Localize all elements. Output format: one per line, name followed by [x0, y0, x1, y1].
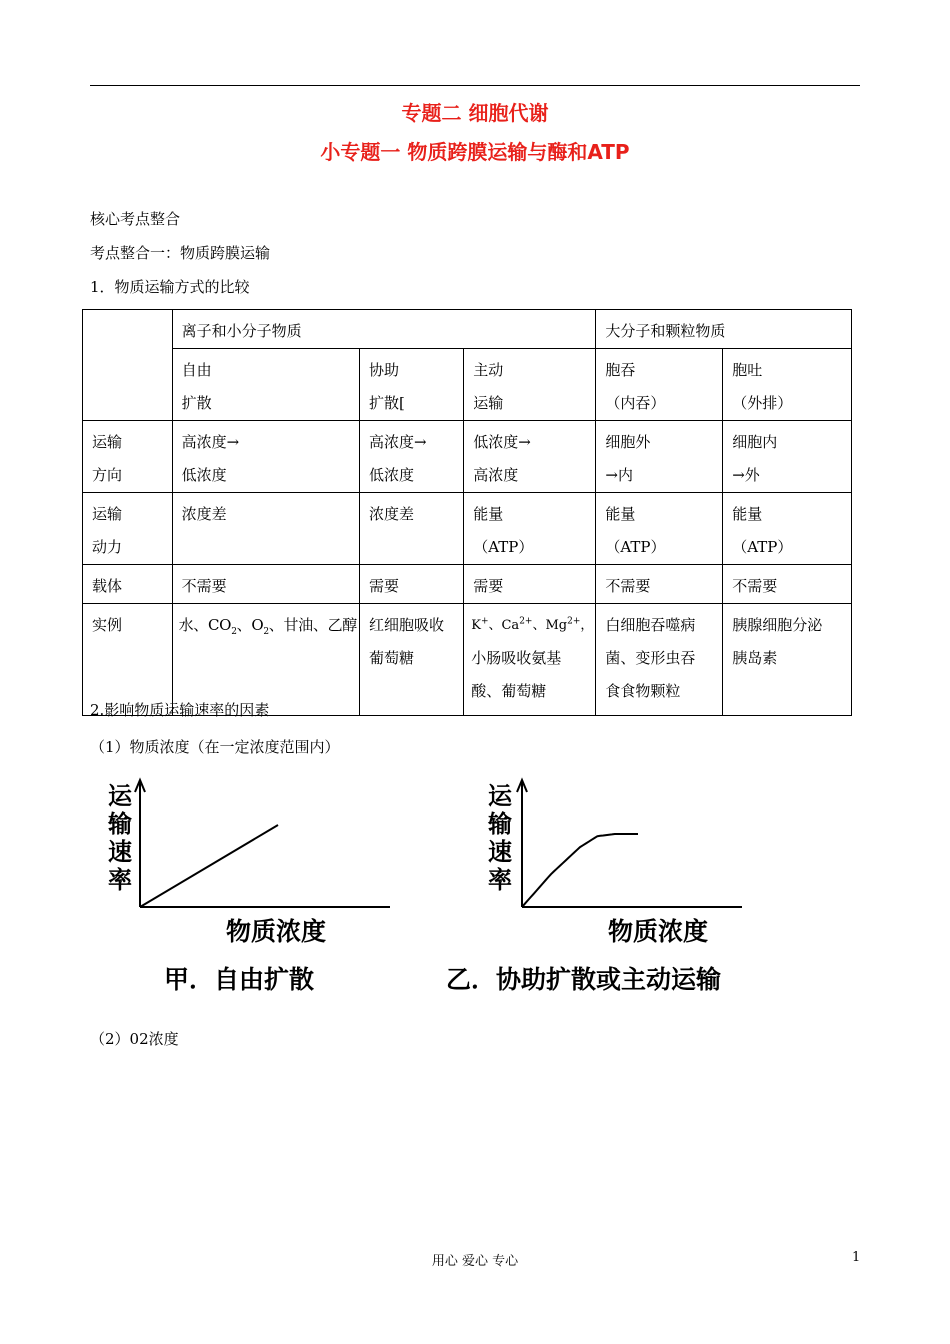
chart-facilitated-active [446, 770, 780, 1005]
table-cell: K+、$Ca^{2+}$、$Mg^{2+}$， 小肠吸收氨基 酸、葡萄糖 [464, 604, 596, 716]
page-number: 1 [852, 1250, 861, 1265]
table-cell: 能量 （ATP） [596, 493, 723, 565]
table-cell: 水、$CO_2$、$O_2$、甘油、乙醇 [172, 604, 359, 716]
x-axis-label: 物质浓度 [608, 917, 709, 946]
header-large-molecules: 大分子和颗粒物质 [596, 310, 852, 349]
page-subtitle: 小专题一 物质跨膜运输与酶和ATP [320, 140, 630, 164]
point-heading: 考点整合一：物质跨膜运输 [90, 244, 271, 262]
sub-heading-1: （1）物质浓度（在一定浓度范围内） [90, 738, 340, 756]
table-cell: 胰腺细胞分泌 胰岛素 [723, 604, 852, 716]
table-cell: 能量 （ATP） [723, 493, 852, 565]
x-axis-label: 物质浓度 [226, 917, 327, 946]
col-facilitated-diffusion: 协助 扩散[ [359, 349, 463, 421]
table-corner-cell [83, 310, 173, 421]
header-small-molecules: 离子和小分子物质 [172, 310, 596, 349]
table-cell: 浓度差 [359, 493, 463, 565]
table-cell: 需要 [359, 565, 463, 604]
table-cell: 细胞外 →内 [596, 421, 723, 493]
series-line [140, 825, 278, 907]
transport-comparison-table [82, 309, 852, 716]
table-cell: 需要 [464, 565, 596, 604]
sub-heading-2: （2）02浓度 [90, 1030, 179, 1048]
row-power [83, 493, 852, 565]
y-label-char: 运 [488, 782, 512, 810]
section-heading: 核心考点整合 [90, 210, 181, 228]
table-cell: 高浓度→ 低浓度 [359, 421, 463, 493]
col-exocytosis: 胞吐 （外排） [723, 349, 852, 421]
col-endocytosis: 胞吞 （内吞） [596, 349, 723, 421]
page-title: 专题二 细胞代谢 [401, 101, 549, 125]
row-label: 运输 方向 [83, 421, 173, 493]
y-label-char: 速 [488, 838, 512, 866]
y-label-char: 输 [488, 810, 512, 838]
page-footer: 用心 爱心 专心 [431, 1254, 519, 1269]
y-label-char: 率 [488, 866, 512, 894]
col-free-diffusion: 自由 扩散 [172, 349, 359, 421]
chart-caption: 甲．自由扩散 [164, 965, 315, 994]
row-label: 实例 [83, 604, 173, 716]
item-2-heading: 2.影响物质运输速率的因素 [90, 701, 270, 719]
row-example [83, 604, 852, 716]
chart-caption: 乙．协助扩散或主动运输 [446, 965, 722, 994]
y-label-char: 率 [108, 866, 132, 894]
table-cell: 不需要 [723, 565, 852, 604]
table-cell: 低浓度→ 高浓度 [464, 421, 596, 493]
row-label: 运输 动力 [83, 493, 173, 565]
table-cell: 细胞内 →外 [723, 421, 852, 493]
table-cell: 不需要 [172, 565, 359, 604]
table-cell: 浓度差 [172, 493, 359, 565]
col-active-transport: 主动 运输 [464, 349, 596, 421]
y-label-char: 速 [108, 838, 132, 866]
table-cell: 白细胞吞噬病 菌、变形虫吞 食食物颗粒 [596, 604, 723, 716]
y-label-char: 运 [108, 782, 132, 810]
y-label-char: 输 [108, 810, 132, 838]
top-rule [90, 85, 860, 86]
table-cell: 不需要 [596, 565, 723, 604]
table-cell: 能量 （ATP） [464, 493, 596, 565]
row-label: 载体 [83, 565, 173, 604]
series-line [522, 834, 638, 907]
table-cell: 高浓度→ 低浓度 [172, 421, 359, 493]
chart-free-diffusion [100, 770, 400, 1005]
table-cell: 红细胞吸收 葡萄糖 [359, 604, 463, 716]
row-carrier [83, 565, 852, 604]
row-direction [83, 421, 852, 493]
item-1-heading: 1．物质运输方式的比较 [90, 278, 250, 296]
